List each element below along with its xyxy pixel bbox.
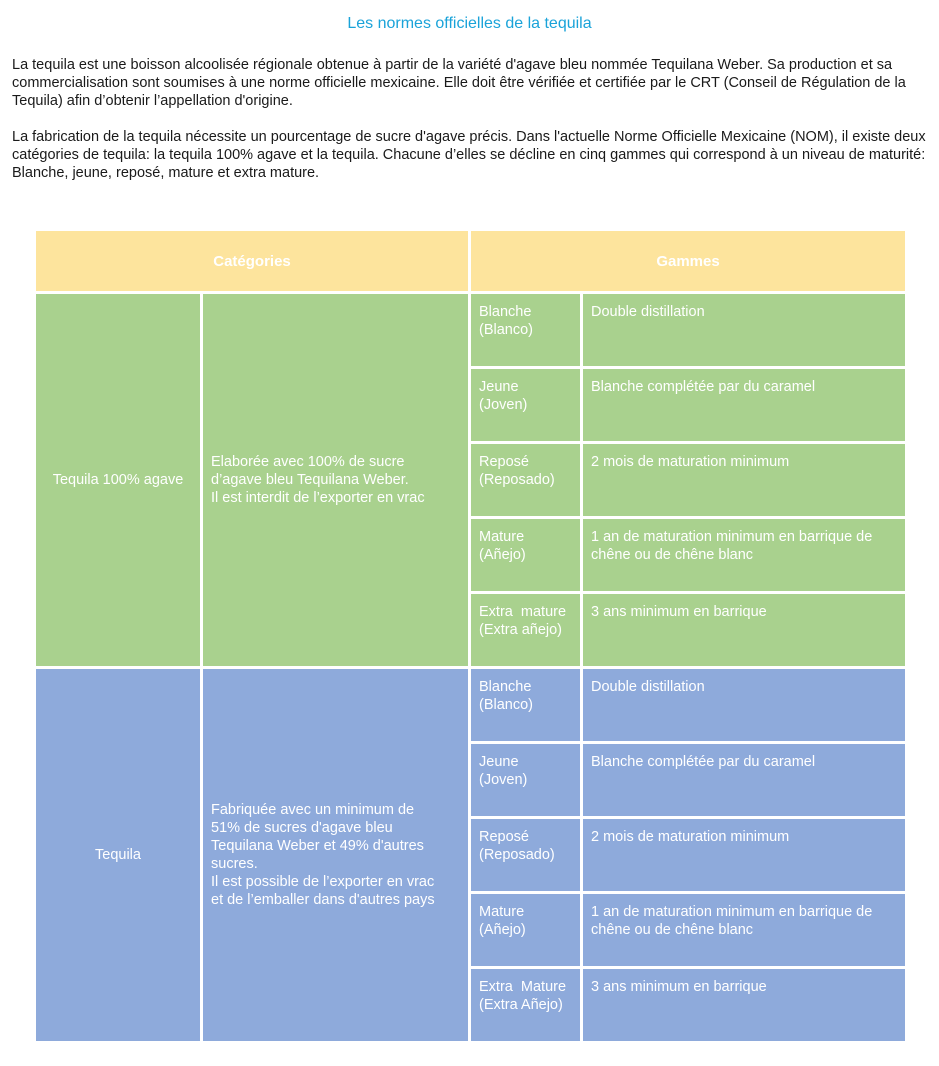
- range-label: Reposé: [479, 829, 529, 845]
- description-line: Il est possible de l’exporter en vrac: [211, 874, 435, 890]
- category-description: [202, 668, 470, 1043]
- range-name: [470, 968, 582, 1043]
- range-alias: (Añejo): [479, 922, 526, 938]
- description-line: Il est interdit de l’exporter en vrac: [211, 490, 425, 506]
- description-line: Elaborée avec 100% de sucre: [211, 454, 405, 470]
- range-alias: (Reposado): [479, 472, 555, 488]
- range-alias: (Joven): [479, 397, 528, 413]
- category-name: Tequila: [35, 668, 202, 1043]
- range-detail: Double distillation: [582, 293, 907, 368]
- range-name: [470, 593, 582, 668]
- table-row: [35, 293, 907, 368]
- range-detail: 1 an de maturation minimum en barrique de chêne ou de chêne blanc: [582, 518, 907, 593]
- range-alias: (Extra añejo): [479, 622, 563, 638]
- range-name: [470, 668, 582, 743]
- range-detail: Blanche complétée par du caramel: [582, 743, 907, 818]
- range-label: Jeune: [479, 379, 519, 395]
- range-detail: Blanche complétée par du caramel: [582, 368, 907, 443]
- page-title: Les normes officielles de la tequila: [347, 15, 592, 32]
- description-line: d’agave bleu Tequilana Weber.: [211, 472, 409, 488]
- range-name: [470, 893, 582, 968]
- range-label: Extra mature: [479, 604, 567, 620]
- range-alias: (Blanco): [479, 322, 533, 338]
- range-detail: 3 ans minimum en barrique: [582, 968, 907, 1043]
- range-name: [470, 443, 582, 518]
- description-line: 51% de sucres d'agave bleu: [211, 820, 393, 836]
- table-header-row: [35, 230, 907, 293]
- range-name: [470, 743, 582, 818]
- range-name: [470, 293, 582, 368]
- category-name: Tequila 100% agave: [35, 293, 202, 668]
- description-line: et de l’emballer dans d'autres pays: [211, 892, 435, 908]
- description-line: Fabriquée avec un minimum de: [211, 802, 415, 818]
- range-detail: Double distillation: [582, 668, 907, 743]
- range-alias: (Blanco): [479, 697, 533, 713]
- category-description: [202, 293, 470, 668]
- range-label: Reposé: [479, 454, 529, 470]
- range-detail: 2 mois de maturation minimum: [582, 818, 907, 893]
- range-label: Jeune: [479, 754, 519, 770]
- description-line: Tequilana Weber et 49% d'autres: [211, 838, 424, 854]
- range-name: [470, 368, 582, 443]
- range-alias: (Reposado): [479, 847, 555, 863]
- description-line: sucres.: [211, 856, 258, 872]
- tequila-norms-table: [33, 228, 908, 1044]
- range-name: [470, 818, 582, 893]
- table-row: [35, 668, 907, 743]
- range-label: Blanche: [479, 679, 532, 695]
- range-label: Blanche: [479, 304, 532, 320]
- range-label: Extra Mature: [479, 979, 567, 995]
- range-label: Mature: [479, 529, 525, 545]
- range-label: Mature: [479, 904, 525, 920]
- range-alias: (Joven): [479, 772, 528, 788]
- range-alias: (Añejo): [479, 547, 526, 563]
- header-categories: Catégories: [35, 230, 470, 293]
- range-name: [470, 518, 582, 593]
- range-detail: 1 an de maturation minimum en barrique de chêne ou de chêne blanc: [582, 893, 907, 968]
- range-detail: 2 mois de maturation minimum: [582, 443, 907, 518]
- range-alias: (Extra Añejo): [479, 997, 563, 1013]
- intro-paragraph: La tequila est une boisson alcoolisée régionale obtenue à partir de la variété d'agave bleu nommée Tequilana Weber. Sa production et sa commercialisation sont soumises à une norme officielle mexicaine. Elle doit être vérifiée et certifiée par le CRT (Conseil de Régulation de la Tequila) afin d’obtenir l’appellation d'origine.: [12, 57, 906, 109]
- fabrication-paragraph: La fabrication de la tequila nécessite un pourcentage de sucre d'agave précis. Dans l'actuelle Norme Officielle Mexicaine (NOM), il existe deux catégories de tequila: la tequila 100% agave et la tequila. Chacune d’elles se décline en cinq gammes qui correspond à un niveau de maturité: Blanche, jeune, reposé, mature et extra mature.: [12, 129, 926, 181]
- range-detail: 3 ans minimum en barrique: [582, 593, 907, 668]
- header-gammes: Gammes: [470, 230, 907, 293]
